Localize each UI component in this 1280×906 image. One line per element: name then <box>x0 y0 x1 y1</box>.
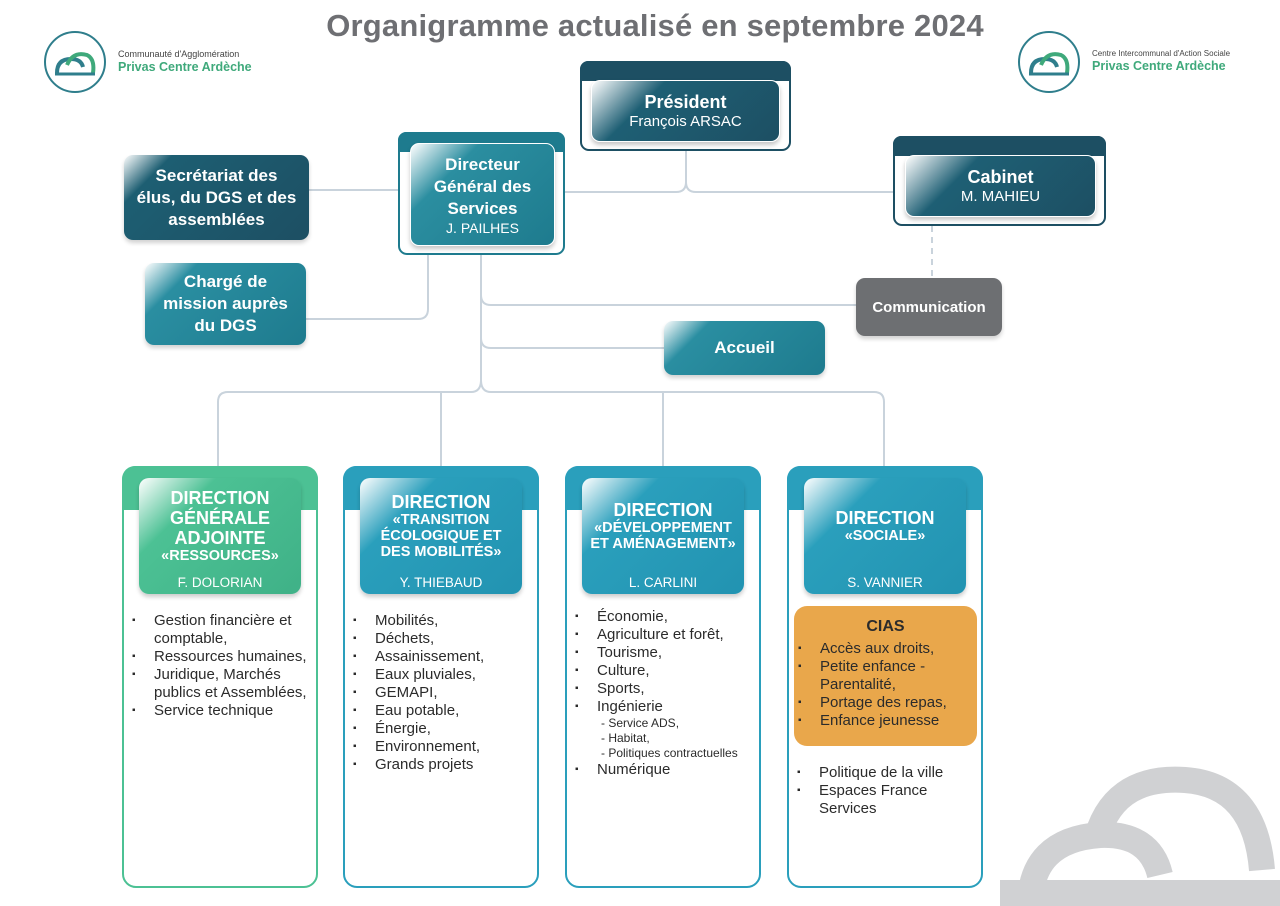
list-item: ▪ Agriculture et forêt, <box>571 626 757 644</box>
direction-person: L. CARLINI <box>628 575 698 590</box>
direction-label: DIRECTION <box>835 508 935 529</box>
direction-subtitle: «TRANSITION ÉCOLOGIQUE ET DES MOBILITÉS» <box>380 511 502 560</box>
direction-developpement-header <box>582 478 744 594</box>
list-item: ▪ Sports, <box>571 680 757 698</box>
cabinet-name: M. MAHIEU <box>960 188 1041 205</box>
list-item: ▪ Environnement, <box>349 738 535 756</box>
list-item: ▪ Accès aux droits, <box>794 640 977 658</box>
list-item: ▪ Tourisme, <box>571 644 757 662</box>
dgs-node <box>398 132 565 255</box>
cabinet-title: Cabinet <box>967 167 1034 187</box>
list-item: ▪ Portage des repas, <box>794 694 977 712</box>
direction-sociale-header <box>804 478 966 594</box>
president-title: Président <box>644 92 727 112</box>
list-item: ▪ Petite enfance - Parentalité, <box>794 658 977 694</box>
direction-scope: «RESSOURCES» <box>161 547 279 564</box>
logo-line1: Communauté d'Agglomération <box>118 48 240 59</box>
list-item: ▪ Assainissement, <box>349 648 535 666</box>
list-item: ▪ Économie, <box>571 608 757 626</box>
list-item: ▪ Eaux pluviales, <box>349 666 535 684</box>
direction-person: Y. THIEBAUD <box>399 575 483 590</box>
direction-label: DIRECTION <box>613 500 713 521</box>
list-item: ▪ Grands projets <box>349 756 535 774</box>
direction-transition-header <box>360 478 522 594</box>
direction-person: S. VANNIER <box>847 575 923 590</box>
direction-developpement-column <box>565 466 761 888</box>
sub-list-item: - Habitat, <box>601 731 650 745</box>
president-node <box>580 61 791 151</box>
logo-line2: Privas Centre Ardèche <box>118 59 252 74</box>
list-item: ▪ Ingénierie <box>571 698 757 716</box>
list-item: ▪ Ressources humaines, <box>128 648 314 666</box>
direction-subtitle: «DÉVELOPPEMENT ET AMÉNAGEMENT» <box>590 519 736 552</box>
arch-logo-icon <box>1018 31 1080 93</box>
sub-list-item: - Politiques contractuelles <box>601 746 738 760</box>
cias-title: CIAS <box>866 618 905 635</box>
cias-box <box>794 606 977 746</box>
direction-label: DIRECTION <box>391 492 491 513</box>
direction-subtitle: «SOCIALE» <box>844 527 926 544</box>
list-item: ▪ Espaces France Services <box>793 782 979 818</box>
list-item: ▪ Juridique, Marchés publics et Assemblées, <box>128 666 314 702</box>
communication-node: Communication <box>856 278 1002 336</box>
list-item: ▪ Gestion financière et comptable, <box>128 612 314 648</box>
list-item: ▪ Mobilités, <box>349 612 535 630</box>
logo-line1: Centre Intercommunal d'Action Sociale <box>1092 49 1231 59</box>
charge-mission-node: Chargé de mission auprès du DGS <box>145 263 306 345</box>
page-title: Organigramme actualisé en septembre 2024 <box>326 8 984 43</box>
logo-line2: Privas Centre Ardèche <box>1092 59 1226 74</box>
direction-subtitle: GÉNÉRALE ADJOINTE <box>169 508 270 548</box>
arch-logo-icon <box>44 31 106 93</box>
sub-list-item: - Service ADS, <box>601 716 680 730</box>
list-item: ▪ Service technique <box>128 702 314 720</box>
decorative-arch-icon <box>1000 745 1280 906</box>
cias-logo <box>1018 31 1230 93</box>
dgs-name: J. PAILHES <box>446 219 519 236</box>
direction-sociale-column <box>787 466 983 888</box>
president-name: François ARSAC <box>629 113 742 130</box>
direction-ressources-column <box>122 466 318 888</box>
direction-ressources-header <box>139 478 301 594</box>
list-item: ▪ Numérique <box>571 761 757 779</box>
direction-label: DIRECTION <box>170 488 270 509</box>
dgs-title: Directeur Général des Services <box>433 154 532 218</box>
list-item: ▪ Déchets, <box>349 630 535 648</box>
agglomeration-logo <box>44 31 252 93</box>
list-item: ▪ GEMAPI, <box>349 684 535 702</box>
list-item: ▪ Énergie, <box>349 720 535 738</box>
direction-person: F. DOLORIAN <box>177 575 263 590</box>
list-item: ▪ Enfance jeunesse <box>794 712 977 730</box>
direction-transition-column <box>343 466 539 888</box>
accueil-node: Accueil <box>664 321 825 375</box>
list-item: ▪ Eau potable, <box>349 702 535 720</box>
secretariat-node: Secrétariat des élus, du DGS et des assemblées <box>124 155 309 240</box>
cabinet-node <box>893 136 1106 226</box>
list-item: ▪ Culture, <box>571 662 757 680</box>
list-item: ▪ Politique de la ville <box>793 764 979 782</box>
